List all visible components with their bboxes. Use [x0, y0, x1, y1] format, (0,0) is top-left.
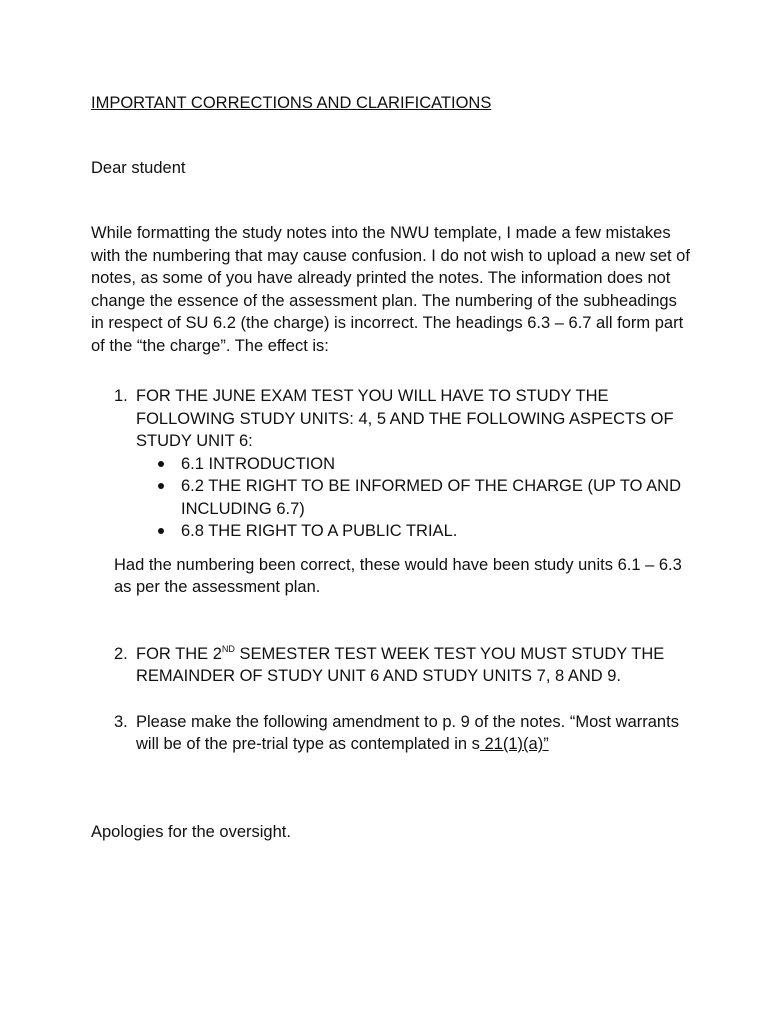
list-item-2 — [91, 643, 691, 688]
list-number: 2. — [114, 644, 128, 663]
greeting: Dear student — [91, 158, 186, 177]
bullet-text: 6.2 THE RIGHT TO BE INFORMED OF THE CHARGE (UP TO AND INCLUDING 6.7) — [181, 477, 681, 518]
list-item-text: FOR THE JUNE EXAM TEST YOU WILL HAVE TO STUDY THE FOLLOWING STUDY UNITS: 4, 5 AND THE FOLLOWING ASPECTS OF STUDY UNIT 6: — [136, 387, 674, 450]
list-item-text-start: FOR THE 2 — [136, 644, 222, 663]
section-reference: 21(1)(a)” — [479, 735, 549, 753]
study-unit-bullets — [136, 453, 691, 543]
list-item-1 — [91, 385, 691, 543]
list-item-text-start: Please make the following amendment to p. 9 of the notes. “Most warrants will be of the pre-trial type as contemplated in s — [136, 712, 679, 753]
bullet-dot-icon — [158, 483, 164, 489]
list-item-3 — [91, 711, 691, 756]
list-item-text-end: SEMESTER TEST WEEK TEST YOU MUST STUDY THE REMAINDER OF STUDY UNIT 6 AND STUDY UNITS 7, 8 AND 9. — [136, 644, 665, 685]
list-number: 3. — [114, 712, 128, 731]
corrections-list — [91, 385, 691, 543]
closing-line: Apologies for the oversight. — [91, 822, 291, 841]
numbering-note: Had the numbering been correct, these would have been study units 6.1 – 6.3 as per the assessment plan. — [114, 555, 682, 596]
corrections-list-continued — [91, 643, 691, 756]
intro-paragraph: While formatting the study notes into the NWU template, I made a few mistakes with the numbering that may cause confusion. I do not wish to upload a new set of notes, as some of you have already printed the notes. The information does not change the essence of the assessment plan. The numbering of the subheadings in respect of SU 6.2 (the charge) is incorrect. The headings 6.3 – 6.7 all form part of the “the charge”. The effect is: — [91, 224, 690, 355]
bullet-text: 6.8 THE RIGHT TO A PUBLIC TRIAL. — [181, 522, 458, 540]
bullet-dot-icon — [158, 461, 164, 467]
bullet-dot-icon — [158, 528, 164, 534]
bullet-item — [136, 475, 691, 520]
bullet-item — [136, 520, 691, 543]
document-page — [91, 92, 691, 843]
ordinal-superscript: ND — [221, 643, 235, 654]
document-title: IMPORTANT CORRECTIONS AND CLARIFICATIONS — [91, 94, 492, 112]
bullet-item — [136, 453, 691, 476]
list-number: 1. — [114, 387, 128, 405]
bullet-text: 6.1 INTRODUCTION — [181, 454, 336, 473]
